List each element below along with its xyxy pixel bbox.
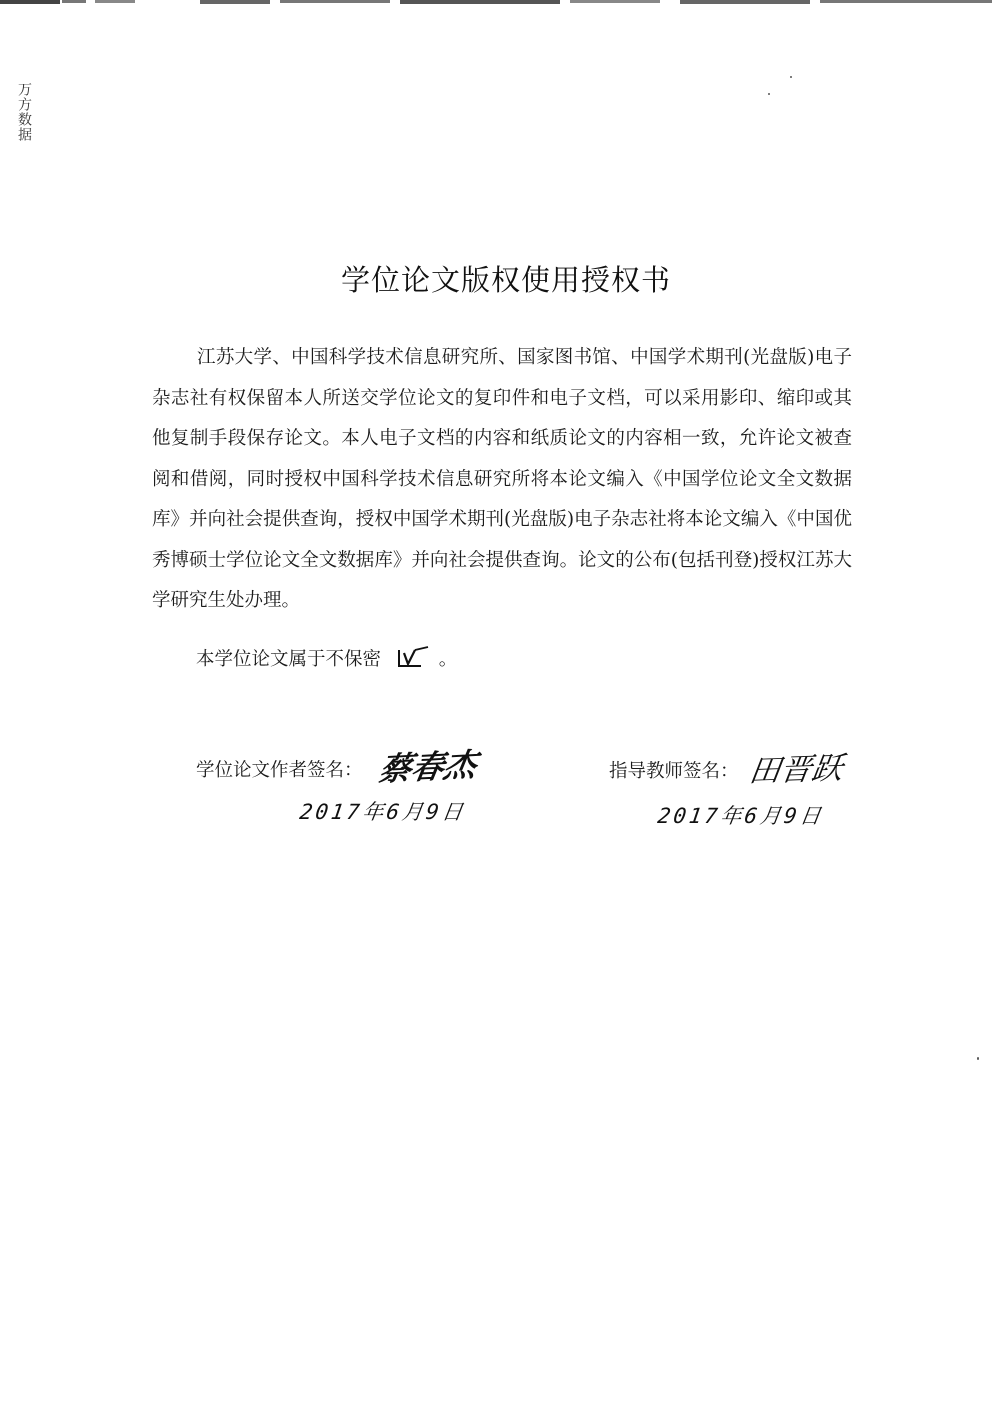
scan-speck [768,93,770,95]
checked-box-icon [395,644,431,670]
authorization-paragraph: 江苏大学、中国科学技术信息研究所、国家图书馆、中国学术期刊(光盘版)电子杂志社有权保留本人所送交学位论文的复印件和电子文档，可以采用影印、缩印或其他复制手段保存论文。本人电子文档的内容和纸质论文的内容相一致，允许论文被查阅和借阅，同时授权中国科学技术信息研究所将本论文编入《中国学位论文全文数据库》并向社会提供查询，授权中国学术期刊(光盘版)电子杂志社将本论文编入《中国优秀博硕士学位论文全文数据库》并向社会提供查询。论文的公布(包括刊登)授权江苏大学研究生处办理。 [152,347,852,611]
author-signature-label: 学位论文作者签名： [196,760,363,781]
page-title: 学位论文版权使用授权书 [340,263,671,297]
secrecy-statement [196,642,457,678]
author-sign-date: 2017年6月9日 [298,800,468,824]
author-signature: 蔡春杰 [376,745,480,789]
watermark-text: 万方数据 [16,82,32,142]
advisor-signature: 田晋跃 [746,750,846,790]
scan-top-edge [0,0,992,8]
scan-speck [790,76,792,78]
advisor-signature-label: 指导教师签名： [609,761,739,782]
advisor-sign-date: 2017年6月9日 [656,804,826,828]
secrecy-text: 本学位论文属于不保密 [196,649,382,670]
scan-speck [977,1057,979,1060]
secrecy-end: 。 [438,649,458,670]
